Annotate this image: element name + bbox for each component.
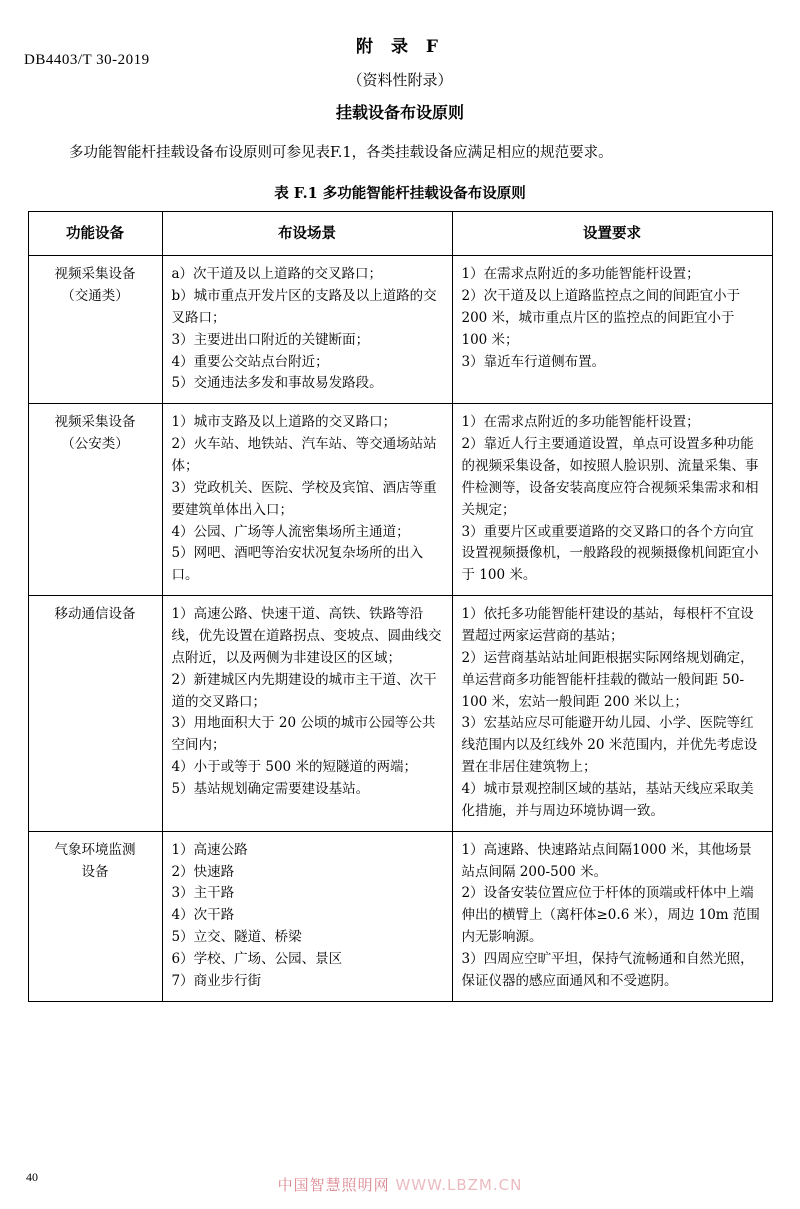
cell-scene (162, 404, 452, 596)
cell-line: （交通类） (61, 287, 129, 304)
cell-device (28, 831, 162, 1001)
cell-line: 1）在需求点附近的多功能智能杆设置； (461, 266, 700, 283)
table-caption: 表 F.1 多功能智能杆挂载设备布设原则 (274, 184, 526, 202)
cell-line: 2）次干道及以上道路监控点之间的间距宜小于 200 米，城市重点片区的监控点的间距宜小于 100 米； (461, 287, 741, 348)
table-row (28, 596, 772, 832)
cell-requirement (452, 256, 772, 404)
cell-line: 气象环境监测 (54, 841, 136, 858)
column-header-requirement: 设置要求 (452, 211, 772, 255)
cell-line: 5）网吧、酒吧等治安状况复杂场所的出入口。 (171, 545, 424, 584)
page-header-standard-number: DB4403/T 30-2019 (24, 52, 150, 68)
cell-line: 3）四周应空旷平坦，保持气流畅通和自然光照，保证仪器的感应面通风和不受遮阴。 (461, 951, 754, 989)
watermark-text-main: 中国智慧照明网 (277, 1176, 390, 1194)
table-row (28, 256, 772, 404)
cell-line: a）次干道及以上道路的交叉路口； (171, 266, 383, 283)
cell-line: 4）次干路 (171, 907, 235, 924)
cell-line: 2）设备安装位置应位于杆体的顶端或杆体中上端伸出的横臂上（离杆体≥0.6 米），周边 10m 范围内无影响源。 (461, 885, 760, 946)
cell-requirement (452, 831, 772, 1001)
cell-line: 2）运营商基站站址间距根据实际网络规划确定，单运营商多功能智能杆挂载的微站一般间距 50-100 米，宏站一般间距 200 米以上； (461, 649, 754, 710)
cell-device (28, 596, 162, 832)
cell-line: 5）基站规划确定需要建设基站。 (171, 781, 370, 798)
cell-line: 4）小于或等于 500 米的短隧道的两端； (171, 759, 417, 776)
intro-paragraph: 多功能智能杆挂载设备布设原则可参见表F.1，各类挂载设备应满足相应的规范要求。 (69, 145, 613, 161)
cell-line: 2）靠近人行主要通道设置，单点可设置多种功能的视频采集设备，如按照人脸识别、流量采集、事件检测等，设备安装高度应符合视频采集需求和相关规定； (461, 436, 759, 518)
cell-line: 3）党政机关、医院、学校及宾馆、酒店等重要建筑单体出入口； (171, 479, 437, 518)
cell-line: 2）新建城区内先期建设的城市主干道、次干道的交叉路口； (171, 671, 437, 710)
cell-scene (162, 256, 452, 404)
cell-line: 5）立交、隧道、桥梁 (171, 929, 302, 946)
cell-device (28, 256, 162, 404)
cell-requirement (452, 596, 772, 832)
cell-scene (162, 831, 452, 1001)
annex-name: 挂载设备布设原则 (335, 103, 464, 122)
cell-line: 6）学校、广场、公园、景区 (171, 951, 343, 968)
cell-line: 1）高速公路 (171, 841, 248, 858)
table-header-row (28, 211, 772, 255)
cell-line: 4）公园、广场等人流密集场所主通道； (171, 523, 410, 540)
cell-line: 4）城市景观控制区域的基站，基站天线应采取美化措施，并与周边环境协调一致。 (461, 781, 754, 819)
annex-title: 附 录 F (356, 37, 444, 57)
document-page (0, 32, 800, 1209)
cell-line: 3）靠近车行道侧布置。 (461, 353, 606, 370)
cell-line: 3）主要进出口附近的关键断面； (171, 331, 370, 348)
cell-line: 2）快速路 (171, 863, 235, 880)
cell-scene (162, 596, 452, 832)
cell-line: 视频采集设备 (54, 414, 136, 431)
cell-line: 视频采集设备 (54, 266, 136, 283)
cell-line: 1）高速公路、快速干道、高铁、铁路等沿线，优先设置在道路拐点、变坡点、圆曲线交点附近，以及两侧为非建设区的区域； (171, 606, 442, 666)
column-header-scene: 布设场景 (162, 211, 452, 255)
annex-subtitle: （资料性附录） (347, 71, 453, 89)
cell-line: 7）商业步行街 (171, 972, 262, 989)
cell-line: （公安类） (61, 436, 129, 453)
cell-line: b）城市重点开发片区的支路及以上道路的交叉路口； (171, 287, 437, 326)
cell-line: 1）高速路、快速路站点间隔1000 米，其他场景站点间隔 200-500 米。 (461, 841, 752, 880)
cell-line: 1）依托多功能智能杆建设的基站，每根杆不宜设置超过两家运营商的基站； (461, 606, 754, 645)
cell-line: 1）在需求点附近的多功能智能杆设置； (461, 414, 700, 431)
cell-device (28, 404, 162, 596)
watermark (0, 1174, 800, 1195)
cell-line: 2）火车站、地铁站、汽车站、等交通场站站体； (171, 436, 437, 474)
column-header-device: 功能设备 (28, 211, 162, 255)
cell-line: 1）城市支路及以上道路的交叉路口； (171, 414, 397, 431)
table-row (28, 404, 772, 596)
cell-line: 3）重要片区或重要道路的交叉路口的各个方向宜设置视频摄像机，一般路段的视频摄像机间距宜小于 100 米。 (461, 523, 759, 584)
table-row (28, 831, 772, 1001)
page-number: 40 (26, 1170, 38, 1184)
cell-line: 5）交通违法多发和事故易发路段。 (171, 375, 383, 392)
cell-line: 设备 (81, 863, 109, 880)
watermark-text-url: WWW.LBZM.CN (395, 1176, 523, 1194)
cell-line: 移动通信设备 (54, 606, 136, 623)
cell-line: 3）用地面积大于 20 公顷的城市公园等公共空间内； (171, 715, 436, 754)
deployment-principles-table (28, 211, 773, 1002)
cell-requirement (452, 404, 772, 596)
cell-line: 3）宏基站应尽可能避开幼儿园、小学、医院等红线范围内以及红线外 20 米范围内，并优先考虑设置在非居住建筑物上； (461, 715, 758, 776)
cell-line: 3）主干路 (171, 885, 235, 902)
cell-line: 4）重要公交站点台附近； (171, 353, 329, 370)
